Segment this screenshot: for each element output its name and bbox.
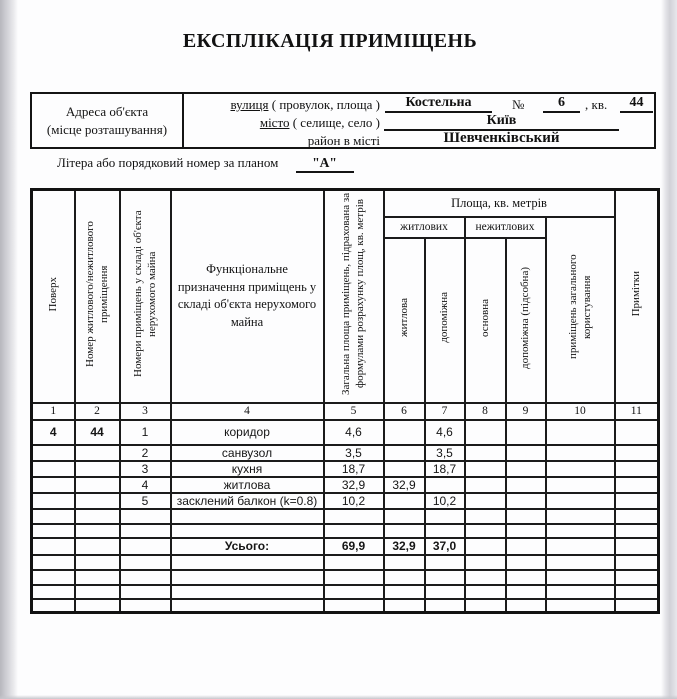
table-row <box>32 509 659 524</box>
table-cell: кухня <box>171 461 324 477</box>
table-cell <box>324 570 384 585</box>
table-cell: 10,2 <box>425 493 465 509</box>
column-number: 8 <box>465 403 506 420</box>
table-cell <box>75 493 120 509</box>
table-cell <box>171 599 324 613</box>
table-cell <box>506 493 546 509</box>
table-row <box>32 585 659 599</box>
table-cell <box>465 524 506 538</box>
table-cell <box>425 555 465 570</box>
col-header-living: житлова <box>384 238 425 403</box>
apartment-number: 44 <box>620 95 653 113</box>
table-row <box>32 477 659 493</box>
table-cell <box>615 461 659 477</box>
table-cell <box>120 524 171 538</box>
table-cell <box>506 538 546 555</box>
table-cell <box>465 477 506 493</box>
table-cell <box>324 555 384 570</box>
table-cell: 44 <box>75 420 120 445</box>
table-row <box>32 420 659 445</box>
table-cell: 37,0 <box>425 538 465 555</box>
table-cell <box>324 509 384 524</box>
table-cell <box>465 420 506 445</box>
column-number: 2 <box>75 403 120 420</box>
living-group-header: житлових <box>384 217 465 238</box>
table-cell <box>546 570 615 585</box>
table-row <box>32 599 659 613</box>
table-cell: 18,7 <box>324 461 384 477</box>
table-cell <box>171 585 324 599</box>
table-cell <box>506 420 546 445</box>
col-header-common-use: приміщень загального користування <box>546 217 615 403</box>
table-cell: 3 <box>120 461 171 477</box>
table-cell <box>120 555 171 570</box>
table-cell <box>120 570 171 585</box>
table-cell <box>615 599 659 613</box>
table-cell <box>465 585 506 599</box>
table-cell: Усього: <box>171 538 324 555</box>
table-cell <box>615 493 659 509</box>
table-cell <box>506 445 546 461</box>
table-cell <box>506 461 546 477</box>
table-cell <box>615 585 659 599</box>
page-edge-left <box>0 0 18 699</box>
table-cell <box>384 599 425 613</box>
city-label: місто ( селище, село ) <box>259 115 380 130</box>
table-row <box>32 493 659 509</box>
table-cell <box>615 570 659 585</box>
table-cell <box>506 477 546 493</box>
table-cell <box>546 555 615 570</box>
table-cell <box>546 538 615 555</box>
table-cell <box>615 509 659 524</box>
table-cell <box>384 420 425 445</box>
table-cell <box>465 538 506 555</box>
table-cell <box>425 585 465 599</box>
table-cell <box>615 524 659 538</box>
table-cell <box>465 570 506 585</box>
table-cell <box>546 477 615 493</box>
table-cell <box>384 461 425 477</box>
table-row <box>32 524 659 538</box>
table-cell <box>615 555 659 570</box>
table-cell <box>75 570 120 585</box>
table-cell: 69,9 <box>324 538 384 555</box>
address-label-line1: Адреса об'єкта <box>65 103 149 119</box>
number-sign: № <box>512 97 525 112</box>
building-number: 6 <box>543 95 580 113</box>
table-cell <box>425 524 465 538</box>
col-header-room-numbers: Номери приміщень у складі об'єкта нерухомого майна <box>120 190 171 403</box>
table-cell <box>32 509 75 524</box>
col-header-nonliving-main: основна <box>465 238 506 403</box>
table-cell <box>425 477 465 493</box>
table-cell <box>32 570 75 585</box>
column-number: 9 <box>506 403 546 420</box>
table-cell <box>32 538 75 555</box>
table-cell <box>384 524 425 538</box>
table-cell <box>546 493 615 509</box>
table-cell <box>465 599 506 613</box>
table-cell <box>384 493 425 509</box>
table-cell <box>546 585 615 599</box>
table-cell <box>75 509 120 524</box>
table-cell: 10,2 <box>324 493 384 509</box>
table-cell <box>546 509 615 524</box>
table-row <box>32 570 659 585</box>
col-header-total-area: Загальна площа приміщень, підрахована за формулами розрахунку площ, кв. метрів <box>324 190 384 403</box>
table-cell <box>465 493 506 509</box>
table-cell: 32,9 <box>324 477 384 493</box>
table-cell <box>615 477 659 493</box>
table-cell <box>32 477 75 493</box>
table-cell <box>546 445 615 461</box>
table-cell: 1 <box>120 420 171 445</box>
table-cell <box>425 599 465 613</box>
table-cell <box>75 477 120 493</box>
table-cell <box>32 445 75 461</box>
city-value: Київ <box>384 113 619 131</box>
col-header-living-aux: допоміжна <box>425 238 465 403</box>
table-cell <box>615 420 659 445</box>
table-row <box>32 445 659 461</box>
table-cell <box>75 599 120 613</box>
column-number: 5 <box>324 403 384 420</box>
table-cell <box>546 524 615 538</box>
page-edge-right <box>661 0 677 699</box>
table-cell <box>32 599 75 613</box>
column-number: 3 <box>120 403 171 420</box>
table-cell <box>120 538 171 555</box>
table-row <box>32 555 659 570</box>
table-cell <box>384 570 425 585</box>
table-cell <box>171 524 324 538</box>
col-header-unit-number: Номер житлового/нежитлового приміщення <box>75 190 120 403</box>
address-label <box>32 94 184 147</box>
page-edge-bottom <box>0 695 677 699</box>
table-row <box>32 461 659 477</box>
table-cell <box>32 585 75 599</box>
col-header-purpose: Функціональне призначення приміщень у складі об'єкта нерухомого майна <box>171 190 324 403</box>
table-cell: 4 <box>120 477 171 493</box>
table-cell <box>506 555 546 570</box>
letter-line-label: Літера або порядковий номер за планом <box>57 155 279 170</box>
table-cell <box>425 509 465 524</box>
table-cell <box>465 445 506 461</box>
column-number: 6 <box>384 403 425 420</box>
table-cell <box>324 585 384 599</box>
district-value: Шевченківський <box>443 130 560 146</box>
apartment-label: , кв. <box>585 97 608 112</box>
table-cell <box>546 461 615 477</box>
table-cell <box>384 509 425 524</box>
table-cell <box>324 524 384 538</box>
table-cell <box>120 599 171 613</box>
table-cell <box>324 599 384 613</box>
table-cell: 3,5 <box>324 445 384 461</box>
table-cell <box>384 445 425 461</box>
column-number-row <box>32 403 659 420</box>
table-cell: 32,9 <box>384 477 425 493</box>
table-cell: 2 <box>120 445 171 461</box>
table-cell <box>384 585 425 599</box>
explication-table <box>30 188 660 614</box>
table-cell <box>506 524 546 538</box>
column-number: 4 <box>171 403 324 420</box>
column-number: 7 <box>425 403 465 420</box>
table-cell <box>171 555 324 570</box>
district-label: район в місті <box>307 133 380 148</box>
table-cell <box>384 555 425 570</box>
table-cell <box>75 445 120 461</box>
street-label: вулиця ( провулок, площа ) <box>230 97 380 112</box>
table-cell <box>75 461 120 477</box>
table-cell: 18,7 <box>425 461 465 477</box>
table-cell: 5 <box>120 493 171 509</box>
table-cell <box>465 555 506 570</box>
table-cell <box>32 461 75 477</box>
table-cell <box>506 599 546 613</box>
table-cell <box>546 599 615 613</box>
table-cell <box>75 555 120 570</box>
letter-line <box>57 155 354 173</box>
col-header-notes: Примітки <box>615 190 659 403</box>
nonliving-group-header: нежитлових <box>465 217 546 238</box>
column-number: 10 <box>546 403 615 420</box>
letter-line-value: "А" <box>296 155 354 173</box>
table-cell <box>171 509 324 524</box>
table-cell <box>32 524 75 538</box>
table-cell <box>75 524 120 538</box>
table-cell <box>32 493 75 509</box>
address-block <box>30 92 656 149</box>
column-number: 11 <box>615 403 659 420</box>
table-cell: житлова <box>171 477 324 493</box>
table-cell: 4 <box>32 420 75 445</box>
table-cell <box>120 509 171 524</box>
table-cell <box>32 555 75 570</box>
table-cell <box>506 570 546 585</box>
table-cell: засклений балкон (k=0.8) <box>171 493 324 509</box>
table-cell: 32,9 <box>384 538 425 555</box>
table-cell: 4,6 <box>324 420 384 445</box>
page-title: ЕКСПЛІКАЦІЯ ПРИМІЩЕНЬ <box>182 30 478 52</box>
table-cell <box>425 570 465 585</box>
table-cell <box>506 509 546 524</box>
table-row <box>32 538 659 555</box>
table-cell <box>465 461 506 477</box>
street-value: Костельна <box>385 95 492 113</box>
table-cell <box>506 585 546 599</box>
table-cell <box>546 420 615 445</box>
area-group-header: Площа, кв. метрів <box>384 190 615 217</box>
address-label-line2: (місце розташування) <box>46 121 168 137</box>
table-cell <box>465 509 506 524</box>
column-number: 1 <box>32 403 75 420</box>
table-cell <box>75 538 120 555</box>
table-cell <box>615 538 659 555</box>
table-body <box>32 420 659 613</box>
col-header-nonliving-aux: допоміжна (підсобна) <box>506 238 546 403</box>
table-cell: 4,6 <box>425 420 465 445</box>
col-header-floor: Поверх <box>32 190 75 403</box>
table-cell <box>75 585 120 599</box>
table-cell: санвузол <box>171 445 324 461</box>
table-cell <box>615 445 659 461</box>
table-cell: 3,5 <box>425 445 465 461</box>
table-cell: коридор <box>171 420 324 445</box>
table-cell <box>171 570 324 585</box>
table-cell <box>120 585 171 599</box>
